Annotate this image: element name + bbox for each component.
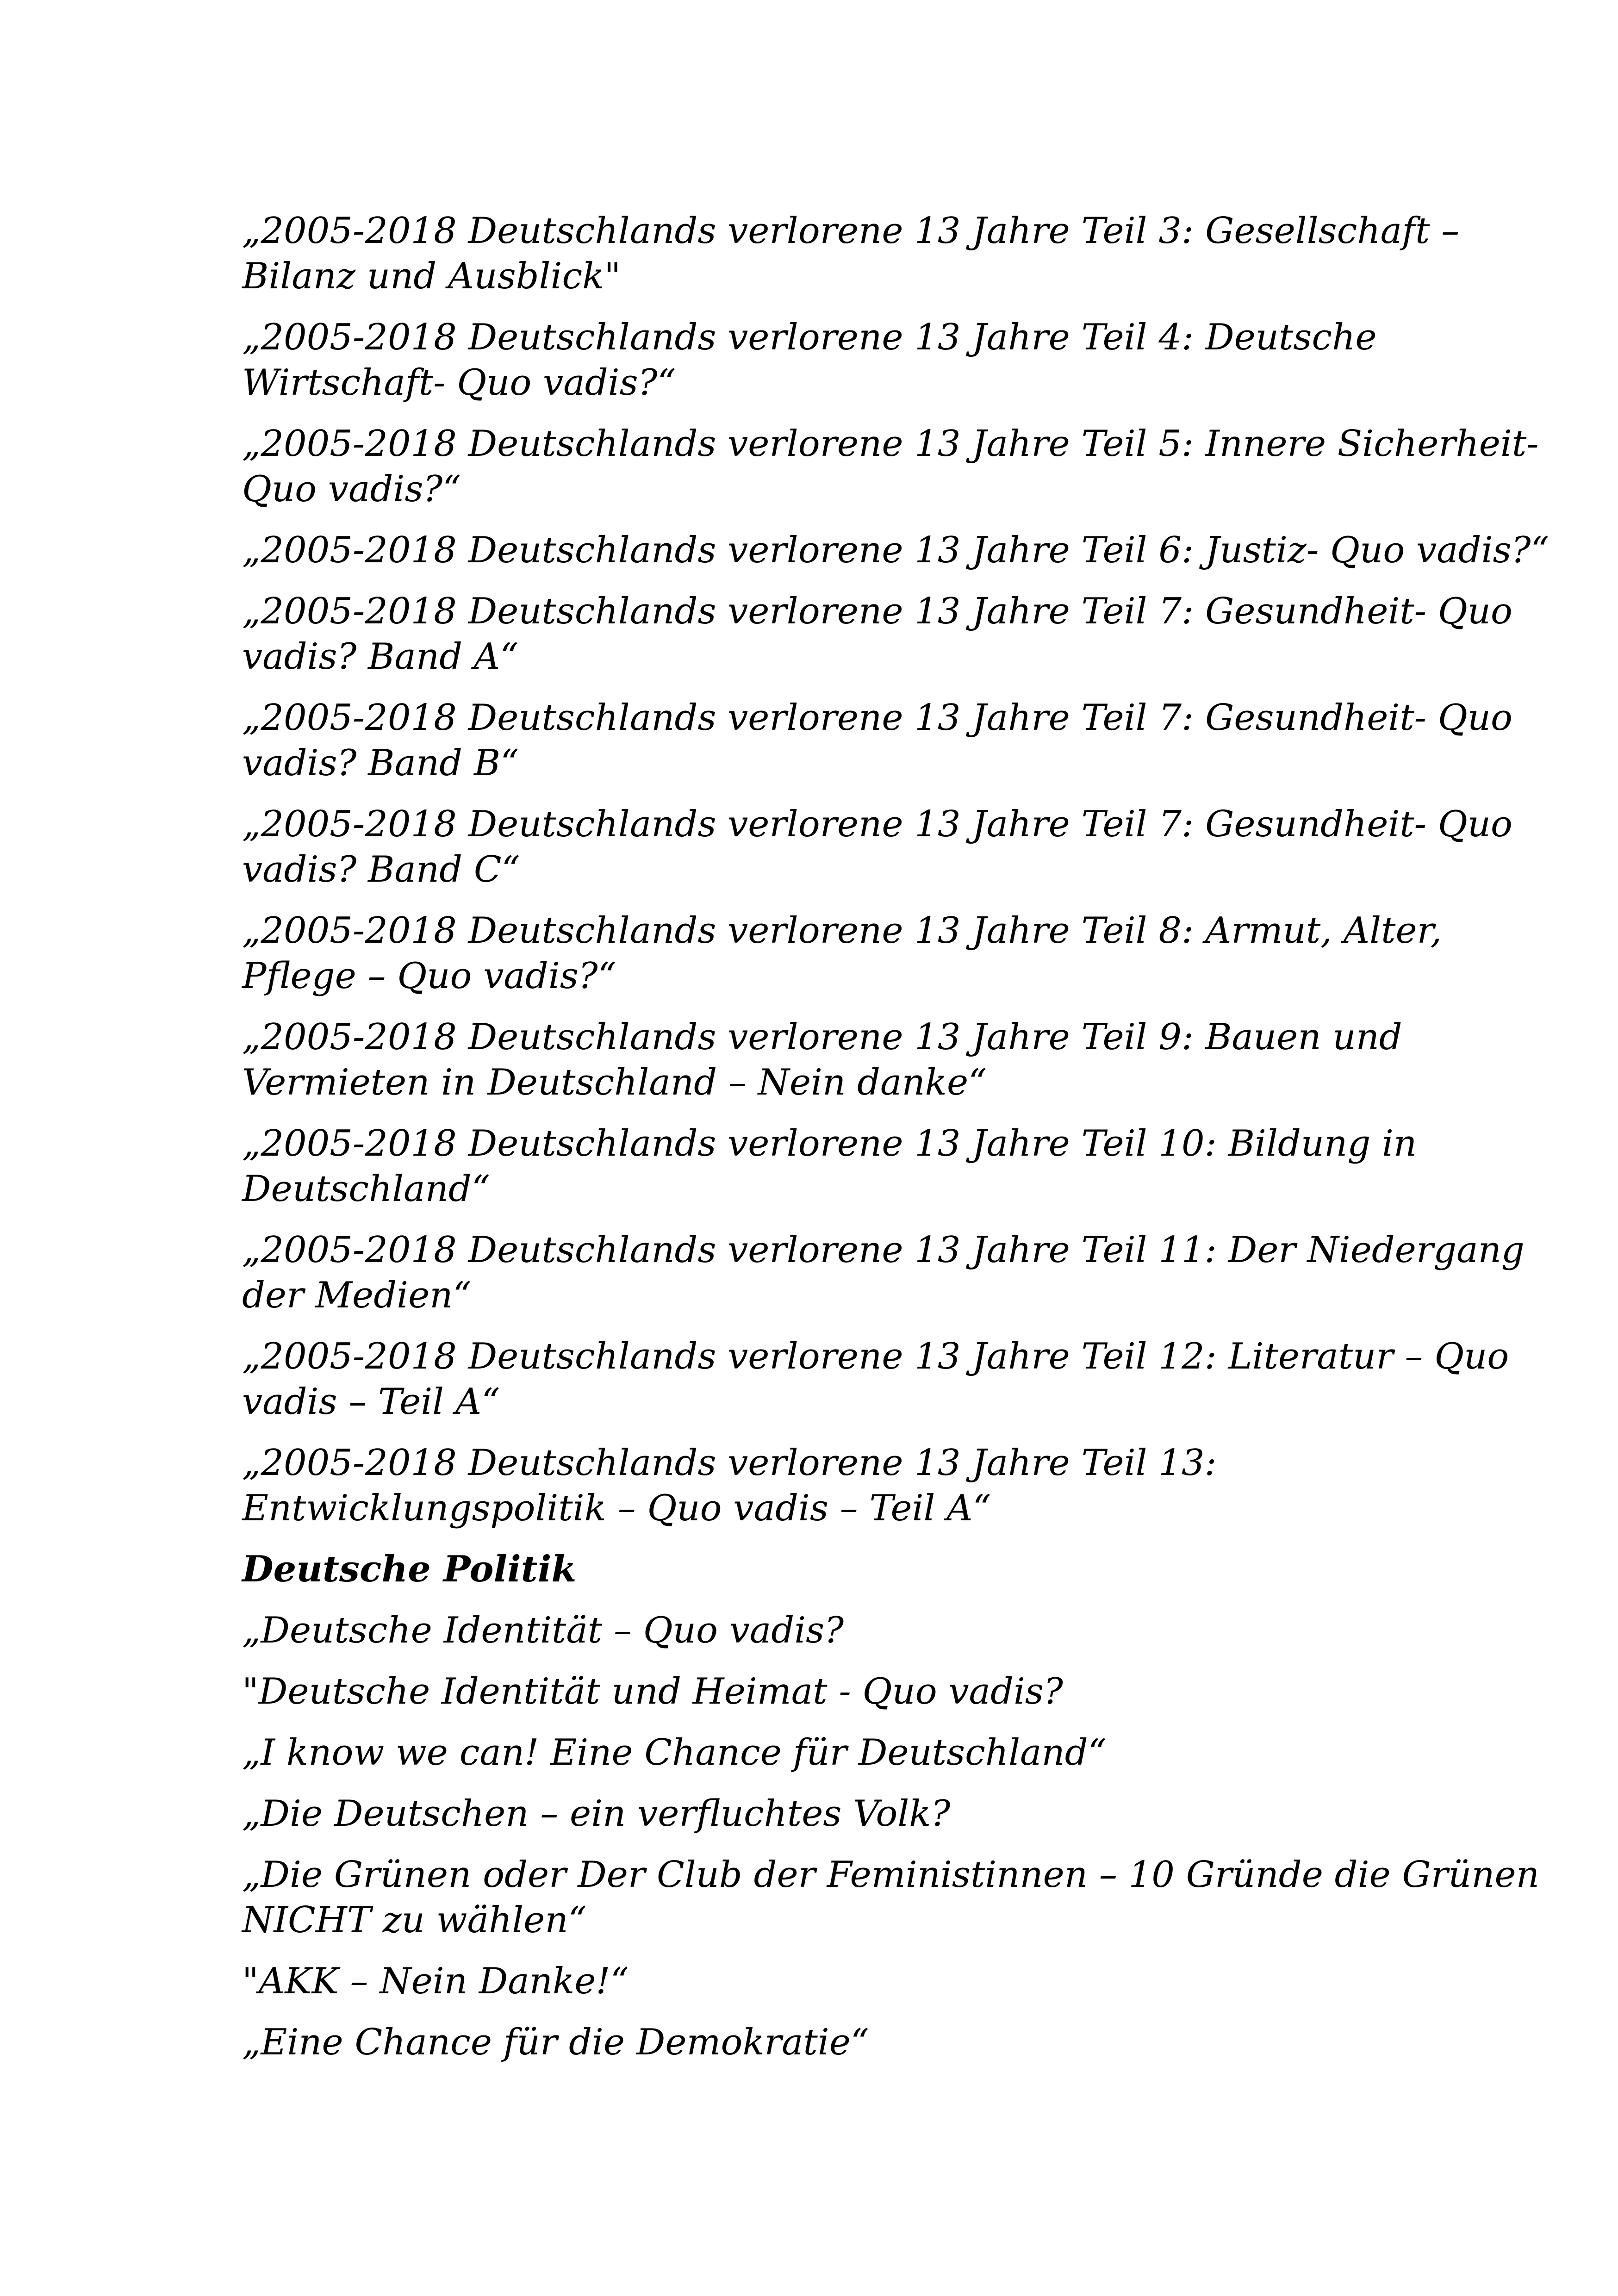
entry-line: vadis? Band B“ — [242, 742, 519, 784]
list-item — [242, 1791, 1408, 1836]
entry-line: Entwicklungspolitik – Quo vadis – Teil A“ — [242, 1487, 991, 1529]
list-item — [242, 1121, 1417, 1212]
entry-line: „Die Grünen oder Der Club der Feministinnen – 10 Gründe die Grünen — [242, 1854, 1539, 1896]
list-item — [242, 1014, 1408, 1105]
entry-line: „2005-2018 Deutschlands verlorene 13 Jahre Teil 8: Armut, Alter, — [242, 910, 1442, 952]
entry-line: vadis – Teil A“ — [242, 1381, 500, 1423]
entry-line: „2005-2018 Deutschlands verlorene 13 Jahre Teil 4: Deutsche — [242, 317, 1377, 358]
list-item — [242, 1227, 1525, 1318]
entry-line: „2005-2018 Deutschlands verlorene 13 Jahre Teil 10: Bildung in — [242, 1123, 1417, 1164]
entry-line: „2005-2018 Deutschlands verlorene 13 Jahre Teil 7: Gesundheit- Quo — [242, 591, 1512, 632]
entry-line: „2005-2018 Deutschlands verlorene 13 Jahre Teil 6: Justiz- Quo vadis?“ — [242, 529, 1550, 571]
entry-line: „2005-2018 Deutschlands verlorene 13 Jahre Teil 3: Gesellschaft – — [242, 210, 1460, 252]
list-item — [242, 315, 1408, 405]
entry-line: „2005-2018 Deutschlands verlorene 13 Jahre Teil 12: Literatur – Quo — [242, 1336, 1509, 1377]
list-item — [242, 695, 1512, 786]
entry-line: "AKK – Nein Danke!“ — [242, 1960, 629, 2002]
book-list-series — [242, 208, 1550, 1531]
list-item — [242, 208, 1460, 299]
entry-line: „I know we can! Eine Chance für Deutschland“ — [242, 1732, 1107, 1773]
book-list-politics — [242, 1608, 1539, 2065]
entry-line: „2005-2018 Deutschlands verlorene 13 Jahre Teil 7: Gesundheit- Quo — [242, 803, 1512, 845]
document-page — [242, 208, 1550, 2081]
entry-line: Bilanz und Ausblick" — [242, 255, 621, 297]
entry-line: Deutschland“ — [242, 1168, 490, 1210]
entry-line: „2005-2018 Deutschlands verlorene 13 Jahre Teil 9: Bauen und — [242, 1016, 1402, 1058]
entry-line: „Die Deutschen – ein verfluchtes Volk? — [242, 1793, 951, 1835]
entry-line: „2005-2018 Deutschlands verlorene 13 Jahre Teil 13: — [242, 1442, 1217, 1484]
section-heading: Deutsche Politik — [242, 1548, 577, 1590]
entry-line: „2005-2018 Deutschlands verlorene 13 Jahre Teil 11: Der Niedergang — [242, 1229, 1525, 1271]
entry-line: „2005-2018 Deutschlands verlorene 13 Jahre Teil 5: Innere Sicherheit- — [242, 423, 1539, 465]
list-item — [242, 421, 1539, 512]
entry-line: "Deutsche Identität und Heimat - Quo vadis? — [242, 1671, 1063, 1712]
list-item — [242, 908, 1442, 999]
entry-line: „Deutsche Identität – Quo vadis? — [242, 1610, 844, 1651]
list-item — [242, 1608, 1408, 1653]
list-item — [242, 1669, 1408, 1714]
entry-line: Wirtschaft- Quo vadis?“ — [242, 362, 676, 404]
list-item — [242, 1852, 1539, 1943]
entry-line: NICHT zu wählen“ — [242, 1899, 587, 1941]
list-item — [242, 1959, 1408, 2004]
entry-line: Pflege – Quo vadis?“ — [242, 955, 616, 997]
entry-line: Quo vadis?“ — [242, 468, 461, 510]
list-item — [242, 1440, 1408, 1531]
entry-line: der Medien“ — [242, 1275, 472, 1316]
list-item — [242, 802, 1512, 892]
list-item — [242, 1730, 1408, 1775]
list-item — [242, 2020, 1408, 2065]
entry-line: Vermieten in Deutschland – Nein danke“ — [242, 1062, 987, 1103]
entry-line: vadis? Band C“ — [242, 849, 520, 890]
entry-line: „2005-2018 Deutschlands verlorene 13 Jahre Teil 7: Gesundheit- Quo — [242, 697, 1512, 739]
list-item — [242, 528, 1550, 573]
entry-line: vadis? Band A“ — [242, 636, 519, 678]
list-item — [242, 589, 1512, 679]
entry-line: „Eine Chance für die Demokratie“ — [242, 2022, 869, 2063]
list-item — [242, 1334, 1509, 1425]
